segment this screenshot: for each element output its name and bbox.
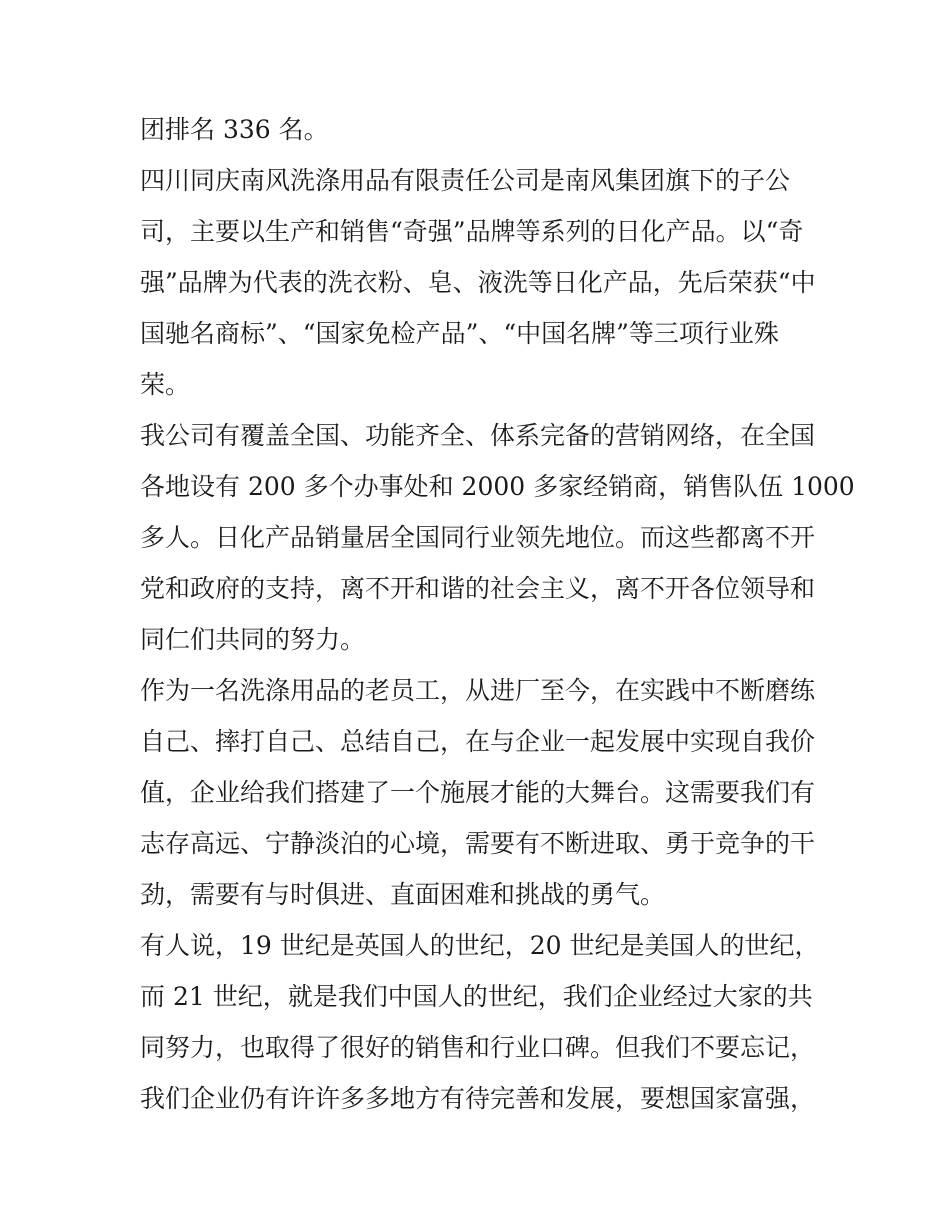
text-line: 作为一名洗涤用品的老员工，从进厂至今，在实践中不断磨练 bbox=[140, 676, 816, 705]
text-line: 同仁们共同的努力。 bbox=[140, 625, 366, 654]
text-line: 荣。 bbox=[140, 370, 191, 399]
text-line: 值，企业给我们搭建了一个施展才能的大舞台。这需要我们有 bbox=[140, 778, 816, 807]
text-line: 国驰名商标”、“国家免检产品”、“中国名牌”等三项行业殊 bbox=[140, 319, 779, 348]
text-line: 团排名 336 名。 bbox=[140, 115, 329, 144]
text-line: 四川同庆南风洗涤用品有限责任公司是南风集团旗下的子公 bbox=[140, 166, 791, 195]
document-body bbox=[140, 104, 855, 1124]
text-line: 我们企业仍有许许多多地方有待完善和发展，要想国家富强， bbox=[140, 1084, 816, 1113]
text-line: 各地设有 200 多个办事处和 2000 多家经销商，销售队伍 1000 bbox=[140, 472, 855, 501]
text-line: 志存高远、宁静淡泊的心境，需要有不断进取、勇于竞争的干 bbox=[140, 829, 816, 858]
text-line: 党和政府的支持，离不开和谐的社会主义，离不开各位领导和 bbox=[140, 574, 816, 603]
text-line: 司，主要以生产和销售“奇强”品牌等系列的日化产品。以“奇 bbox=[140, 217, 804, 246]
text-line: 多人。日化产品销量居全国同行业领先地位。而这些都离不开 bbox=[140, 523, 816, 552]
text-line: 有人说，19 世纪是英国人的世纪，20 世纪是美国人的世纪， bbox=[140, 931, 820, 960]
text-line: 而 21 世纪，就是我们中国人的世纪，我们企业经过大家的共 bbox=[140, 982, 813, 1011]
text-line: 强”品牌为代表的洗衣粉、皂、液洗等日化产品，先后荣获“中 bbox=[140, 268, 816, 297]
text-line: 我公司有覆盖全国、功能齐全、体系完备的营销网络，在全国 bbox=[140, 421, 816, 450]
text-line: 同努力，也取得了很好的销售和行业口碑。但我们不要忘记， bbox=[140, 1033, 816, 1062]
text-line: 劲，需要有与时俱进、直面困难和挑战的勇气。 bbox=[140, 880, 666, 909]
text-line: 自己、摔打自己、总结自己，在与企业一起发展中实现自我价 bbox=[140, 727, 816, 756]
